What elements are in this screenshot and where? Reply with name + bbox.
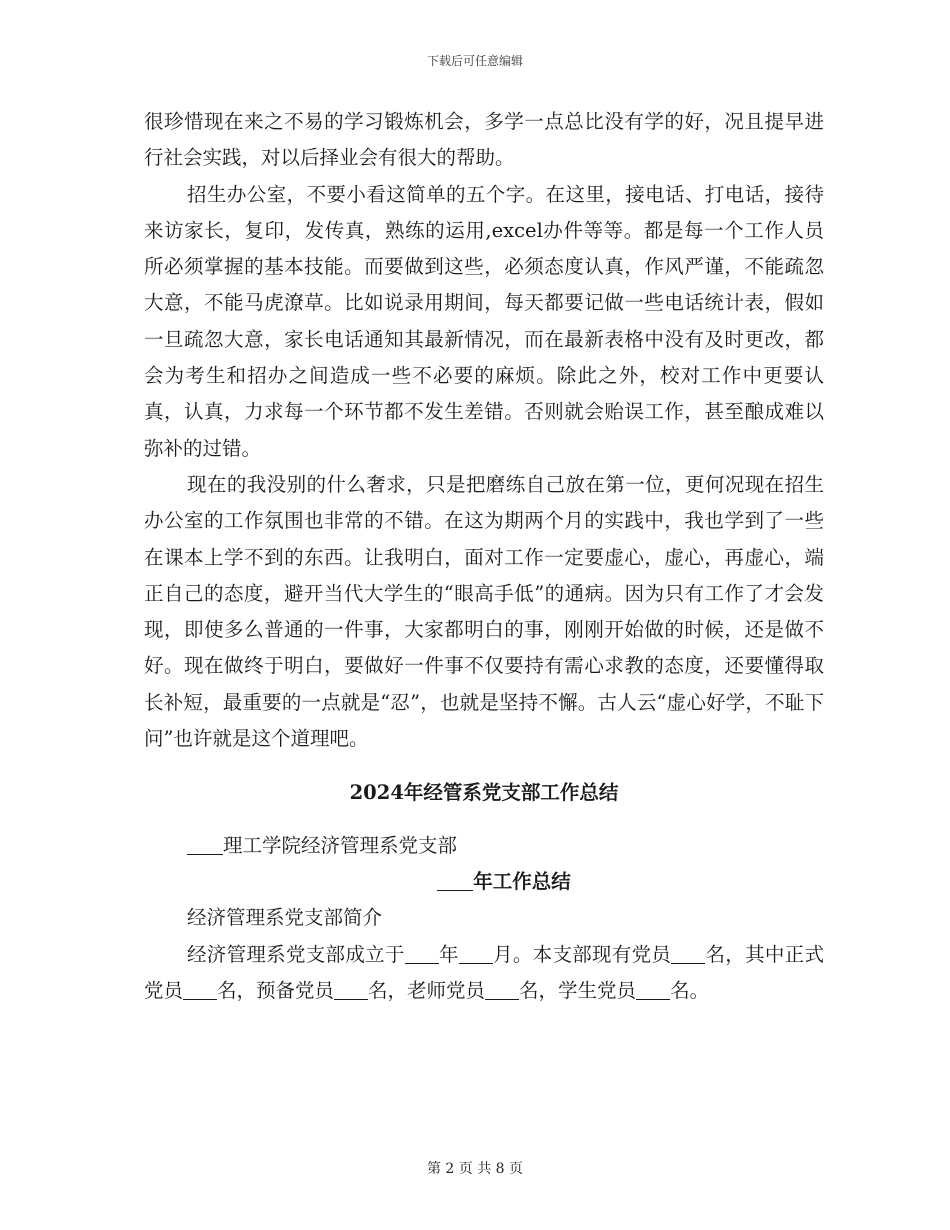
intro-text: 年	[438, 942, 459, 966]
organization-line	[144, 828, 824, 864]
intro-text: 经济管理系党支部成立于	[187, 942, 405, 966]
blank-underline	[459, 941, 493, 964]
blank-underline	[183, 977, 217, 1000]
paragraph-1: 很珍惜现在来之不易的学习锻炼机会，多学一点总比没有学的好，况且提早进行社会实践，对以后择业会有很大的帮助。	[144, 110, 824, 170]
intro-text: 名，其中正式党员	[144, 942, 824, 1002]
paragraph-3: 现在的我没别的什么奢求，只是把磨练自己放在第一位，更何况现在招生办公室的工作氛围也非常的不错。在这为期两个月的实践中，我也学到了一些在课本上学不到的东西。让我明白，面对工作一定要虚心，虚心，再虚心，端正自己的态度，避开当代大学生的“眼高手低”的通病。因为只有工作了才会发现，即使多么普通的一件事，大家都明白的事，刚刚开始做的时候，还是做不好。现在做终于明白，要做好一件事不仅要持有需心求教的态度，还要懂得取长补短，最重要的一点就是“忍”，也就是坚持不懈。古人云“虚心好学，不耻下问”也许就是这个道理吧。	[144, 472, 824, 751]
page-header-note: 下载后可任意编辑	[426, 54, 523, 68]
blank-underline	[334, 977, 368, 1000]
summary-title: 年工作总结	[473, 869, 571, 893]
page-number: 第 2 页 共 8 页	[426, 1161, 524, 1177]
paragraph-2: 招生办公室，不要小看这简单的五个字。在这里，接电话、打电话，接待来访家长，复印，发传真，熟练的运用,excel办件等等。都是每一个工作人员所必须掌握的基本技能。而要做到这些，必须态度认真，作风严谨，不能疏忽大意，不能马虎潦草。比如说录用期间，每天都要记做一些电话统计表，假如一旦疏忽大意，家长电话通知其最新情况，而在最新表格中没有及时更改，都会为考生和招办之间造成一些不必要的麻烦。除此之外，校对工作中更要认真，认真，力求每一个环节都不发生差错。否则就会贻误工作，甚至酿成难以弥补的过错。	[144, 182, 824, 460]
intro-paragraph	[144, 937, 824, 1010]
blank-underline	[636, 977, 670, 1000]
intro-text: 月。本支部现有党员	[492, 942, 672, 966]
summary-title-line	[184, 864, 824, 900]
blank-underline	[405, 941, 439, 964]
intro-text: 名，学生党员	[519, 978, 637, 1002]
organization-name: 理工学院经济管理系党支部	[223, 833, 458, 857]
intro-text: 名，老师党员	[368, 978, 486, 1002]
intro-text: 名，预备党员	[217, 978, 335, 1002]
blank-underline	[437, 868, 473, 891]
blank-underline	[187, 832, 223, 855]
intro-heading: 经济管理系党支部简介	[187, 906, 383, 930]
blank-underline	[671, 941, 705, 964]
document-body	[144, 104, 824, 1009]
intro-text: 名。	[670, 978, 710, 1002]
blank-underline	[485, 977, 519, 1000]
section-title: 2024年经管系党支部工作总结	[349, 781, 619, 805]
